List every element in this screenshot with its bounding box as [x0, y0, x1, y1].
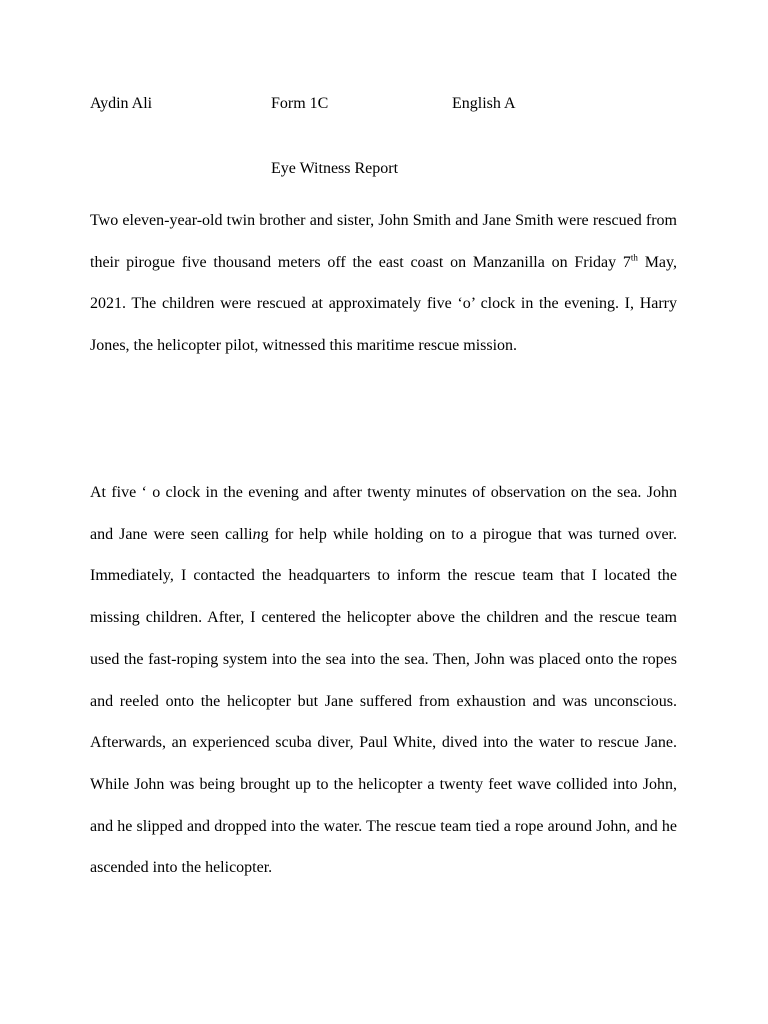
student-name: Aydin Ali — [90, 95, 153, 112]
paragraph-account-text-2: g for help while holding on to a pirogue that was turned over. Immediately, I contacted the headquarters to inform the rescue team that I located the missing children. After, I centered the helicopter above the children and the rescue team used the fast-roping system into the sea into the sea. Then, John was placed onto the ropes and reeled onto the helicopter but Jane suffered from exhaustion and was unconscious. Afterwards, an experienced scuba diver, Paul White, dived into the water to rescue Jane. While John was being brought up to the helicopter a twenty feet wave collided into John, and he slipped and dropped into the water. The rescue team tied a rope around John, and he ascended into the helicopter. — [90, 525, 678, 877]
paragraph-intro-text-1: Two eleven-year-old twin brother and sister, John Smith and Jane Smith were rescued from their pirogue five thousand meters off the east coast on Manzanilla on Friday 7 — [90, 212, 677, 271]
subject-name: English A — [452, 95, 516, 112]
paragraph-intro — [90, 200, 677, 367]
date-ordinal-suffix: th — [630, 252, 638, 263]
report-title: Eye Witness Report — [271, 160, 399, 177]
paragraph-account-text-1: At five ‘ o clock in the evening and after twenty minutes of observation on the sea. John and Jane were seen calli — [90, 484, 677, 543]
header-row — [0, 93, 768, 115]
paragraph-intro-text-2: May, 2021. The children were rescued at approximately five ‘o’ clock in the evening. I, Harry Jones, the helicopter pilot, witnessed this maritime rescue mission. — [90, 253, 677, 355]
student-form: Form 1C — [271, 95, 329, 112]
italic-letter: n — [252, 525, 261, 543]
paragraph-account — [90, 472, 677, 889]
